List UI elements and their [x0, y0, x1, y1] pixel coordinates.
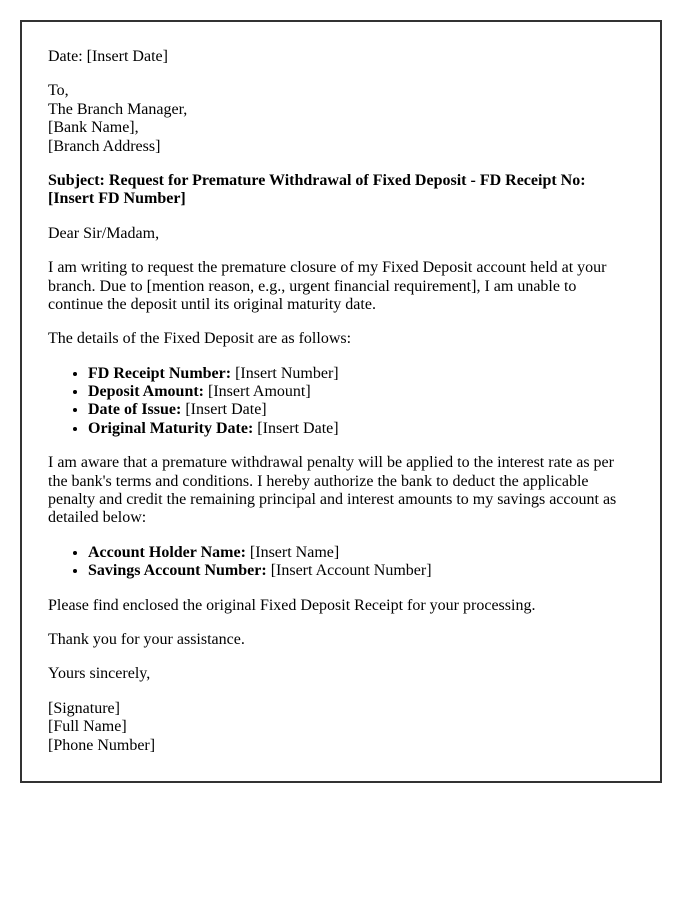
recipient-line: To, [48, 82, 69, 100]
account-detail-label: Savings Account Number: [88, 562, 267, 580]
fd-detail-value: [Insert Date] [257, 419, 339, 437]
account-detail-item [88, 562, 634, 580]
account-detail-label: Account Holder Name: [88, 543, 246, 561]
enclosure-line: Please find enclosed the original Fixed Deposit Receipt for your processing. [48, 596, 536, 614]
signature-block [48, 700, 634, 755]
fd-detail-label: FD Receipt Number: [88, 364, 232, 382]
fd-detail-item [88, 365, 634, 383]
account-detail-value: [Insert Name] [249, 543, 340, 561]
salutation-line: Dear Sir/Madam, [48, 224, 160, 242]
fd-detail-value: [Insert Amount] [208, 383, 311, 401]
account-detail-value: [Insert Account Number] [270, 562, 432, 580]
fd-detail-value: [Insert Number] [235, 364, 339, 382]
recipient-line: The Branch Manager, [48, 100, 188, 118]
recipient-block [48, 82, 634, 156]
penalty-paragraph: I am aware that a premature withdrawal penalty will be applied to the interest rate as per the bank's terms and conditions. I hereby authorize the bank to deduct the applicable penalty and credit the remaining principal and interest amounts to my savings account as detailed below: [48, 454, 617, 527]
fd-detail-value: [Insert Date] [185, 401, 267, 419]
opening-paragraph: I am writing to request the premature closure of my Fixed Deposit account held at your branch. Due to [mention reason, e.g., urgent financial requirement], I am unable to continue the deposit until its original maturity date. [48, 259, 607, 313]
subject-line: Subject: Request for Premature Withdrawal of Fixed Deposit - FD Receipt No: [Insert FD Number] [48, 171, 586, 208]
signature-line: [Full Name] [48, 718, 127, 736]
fd-detail-label: Deposit Amount: [88, 383, 205, 401]
date-line: Date: [Insert Date] [48, 48, 168, 65]
thanks-line: Thank you for your assistance. [48, 630, 245, 648]
signature-line: [Signature] [48, 699, 120, 717]
recipient-line: [Branch Address] [48, 137, 161, 155]
fd-detail-label: Original Maturity Date: [88, 419, 254, 437]
fd-details-list [48, 365, 634, 439]
account-detail-item [88, 544, 634, 562]
fd-detail-item [88, 383, 634, 401]
letter-page [20, 20, 662, 783]
signature-line: [Phone Number] [48, 736, 156, 754]
fd-detail-item [88, 401, 634, 419]
recipient-line: [Bank Name], [48, 119, 139, 137]
account-details-list [48, 544, 634, 581]
fd-detail-label: Date of Issue: [88, 401, 182, 419]
fd-details-intro: The details of the Fixed Deposit are as follows: [48, 330, 352, 348]
fd-detail-item [88, 420, 634, 438]
closing-line: Yours sincerely, [48, 665, 151, 683]
